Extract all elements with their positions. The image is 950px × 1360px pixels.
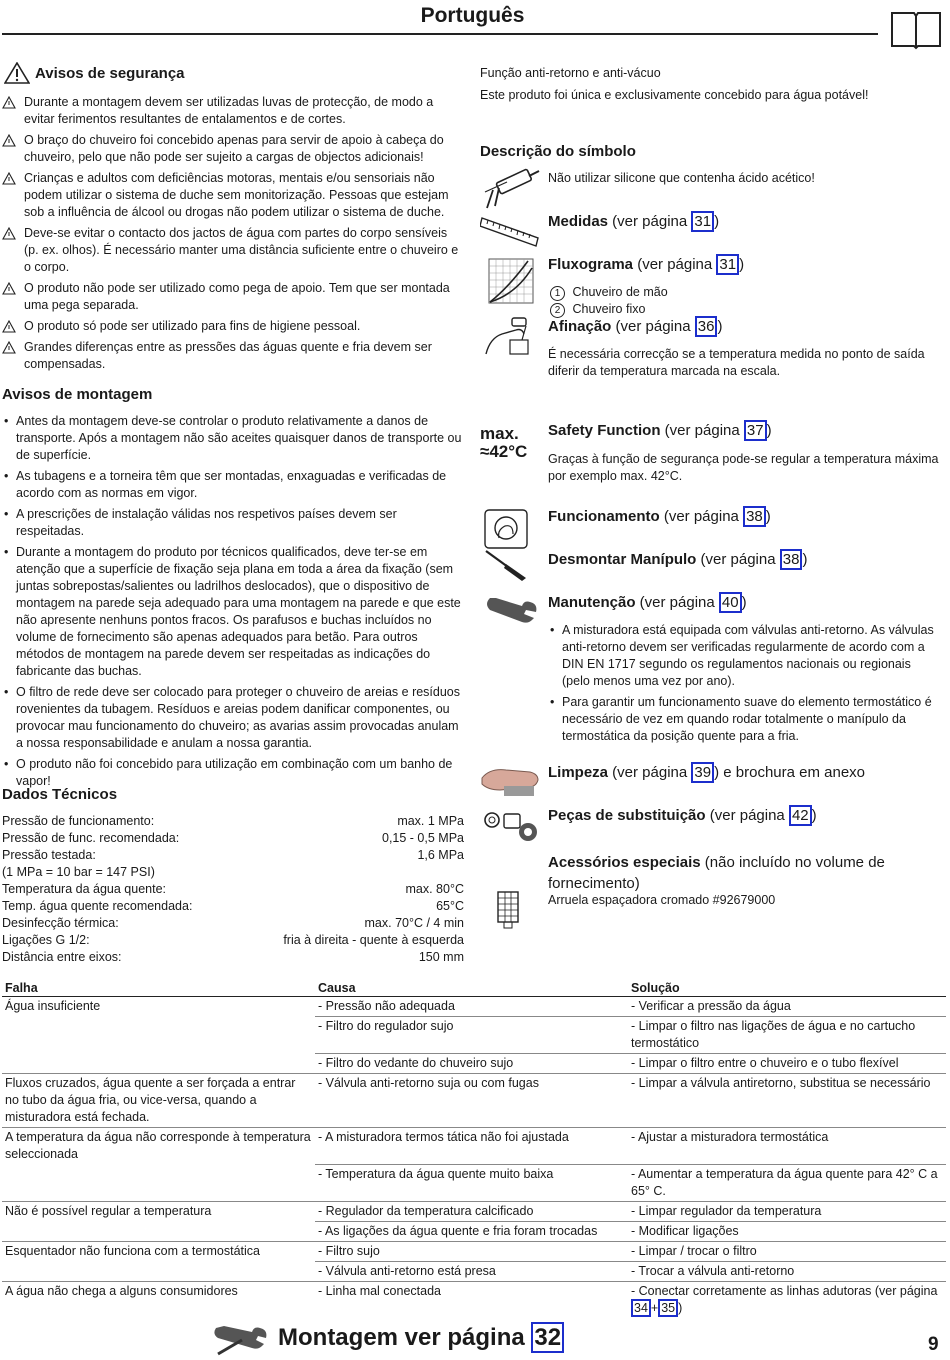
safety-item: O produto não pode ser utilizado como pega de apoio. Tem que ser montada uma pega separada.: [2, 280, 464, 314]
ruler-icon: [480, 214, 540, 254]
tech-row: Desinfecção térmica: max. 70°C / 4 min: [2, 916, 464, 930]
tech-row: Temp. água quente recomendada: 65°C: [2, 899, 464, 913]
screwdriver-icon: [482, 548, 530, 582]
tech-row: Pressão de func. recomendada: 0,15 - 0,5 MPa: [2, 831, 464, 845]
page-link[interactable]: 36: [695, 316, 718, 337]
safety-item: O produto só pode ser utilizado para fins de higiene pessoal.: [2, 318, 464, 335]
warning-icon: [2, 341, 16, 354]
circle-number: 2: [550, 303, 565, 318]
tech-row: (1 MPa = 10 bar = 147 PSI): [2, 865, 155, 879]
pecas-heading: Peças de substituição (ver página 42 ): [548, 807, 817, 824]
thermometer-hand-icon: [482, 316, 542, 358]
mounting-item: • As tubagens e a torneira têm que ser montadas, enxaguadas e verificadas de acordo com as normas em vigor.: [4, 469, 447, 500]
troubleshooting-table: [2, 980, 946, 1318]
header-rule: [2, 33, 878, 35]
knob-hand-icon: [483, 508, 529, 550]
acessorios-text: Arruela espaçadora cromado #92679000: [548, 893, 776, 907]
page-title: Português: [420, 4, 525, 27]
accessory-box-icon: [494, 888, 522, 930]
page-link[interactable]: 39: [691, 762, 714, 783]
tech-row: Distância entre eixos: 150 mm: [2, 950, 464, 964]
silicone-gun-icon: [483, 168, 543, 210]
tools-icon: [212, 1322, 270, 1356]
legend-item: 1 Chuveiro de mão: [550, 284, 668, 301]
warning-icon: [2, 227, 16, 240]
page-link[interactable]: 34: [631, 1299, 651, 1317]
book-icon: [890, 10, 942, 50]
mounting-item: • Antes da montagem deve-se controlar o produto relativamente a danos de transporte. Após a montagem não são aceites quaisquer danos de transporte ou de superfície.: [4, 414, 462, 462]
safety-list: [2, 94, 464, 373]
page-link[interactable]: 31: [716, 254, 739, 275]
page-link[interactable]: 42: [789, 805, 812, 826]
safety-function-text: Graças à função de segurança pode-se regular a temperatura máxima por exemplo max. 42°C.: [548, 452, 939, 483]
safety-item: Crianças e adultos com deficiências motoras, mentais e/ou sensoriais não podem utilizar o sistema de duche sem monitorização. Pessoas que estejam sob a influência de álcool ou drogas não podem utilizar o sistema de duche.: [2, 170, 464, 221]
tech-row: Pressão de funcionamento: max. 1 MPa: [2, 814, 464, 828]
safety-item: Durante a montagem devem ser utilizadas luvas de protecção, de modo a evitar ferimentos resultantes de entalamentos e de cortes.: [2, 94, 464, 128]
tech-table: [2, 813, 464, 966]
table-row: - Temperatura da água quente muito baixa - Aumentar a temperatura da água quente para 42° C a 65° C.: [2, 1164, 946, 1201]
page-number: 9: [928, 1334, 939, 1355]
funcionamento-heading: Funcionamento (ver página 38 ): [548, 508, 771, 525]
spare-parts-icon: [482, 806, 540, 848]
warning-icon: [4, 62, 30, 84]
safety-item: Grandes diferenças entre as pressões das águas quente e fria devem ser compensadas.: [2, 339, 464, 373]
mounting-item: • O filtro de rede deve ser colocado para proteger o chuveiro de areias e resíduos rovenientes da tubagem. Resíduos e areias podem danificar componentes, ou provocar mau funcionamento do chuveiro; as avarias assim provocadas anulam a nossa responsabilidade e anulam a nossa garantia.: [4, 685, 461, 750]
tech-row: Ligações G 1/2: fria à direita - quente à esquerda: [2, 933, 464, 947]
table-row: Esquentador não funciona com a termostática - Filtro sujo - Limpar / trocar o filtro: [2, 1241, 946, 1261]
max-value: ≈42°C: [480, 442, 528, 461]
page-link[interactable]: 37: [744, 420, 767, 441]
symbol-title: Descrição do símbolo: [480, 143, 636, 160]
wrench-icon: [482, 594, 538, 626]
table-row: - Filtro do regulador sujo - Limpar o filtro nas ligações de água e no cartucho termostático: [2, 1017, 946, 1054]
tech-title: Dados Técnicos: [2, 786, 118, 803]
desmontar-heading: Desmontar Manípulo (ver página 38 ): [548, 551, 808, 568]
column-header: Causa: [315, 980, 628, 997]
silicone-note: Não utilizar silicone que contenha ácido acético!: [548, 171, 815, 185]
afinacao-heading: Afinação (ver página 36 ): [548, 318, 723, 335]
legend-item: 2 Chuveiro fixo: [550, 301, 645, 318]
page-link[interactable]: 31: [691, 211, 714, 232]
table-row: A temperatura da água não corresponde à temperatura seleccionada - A misturadora termos tática não foi ajustada - Ajustar a misturadora termostática: [2, 1128, 946, 1165]
column-header: Falha: [2, 980, 315, 997]
afinacao-text: É necessária correcção se a temperatura medida no ponto de saída diferir da temperatura marcada na escala.: [548, 347, 925, 378]
mounting-item: • O produto não foi concebido para utilização em combinação com um banho de vapor!: [4, 757, 453, 788]
max-label: max.: [480, 424, 519, 443]
page-link[interactable]: 32: [531, 1322, 564, 1353]
fluxograma-heading: Fluxograma (ver página 31 ): [548, 256, 745, 273]
table-row: Não é possível regular a temperatura - Regulador da temperatura calcificado - Limpar regulador da temperatura: [2, 1201, 946, 1221]
table-row: - As ligações da água quente e fria foram trocadas - Modificar ligações: [2, 1221, 946, 1241]
intro-antiretorno: Função anti-retorno e anti-vácuo: [480, 66, 661, 80]
mounting-title: Avisos de montagem: [2, 386, 153, 403]
table-row: Água insuficiente - Pressão não adequada - Verificar a pressão da água: [2, 997, 946, 1017]
manutencao-item: • Para garantir um funcionamento suave do elemento termostático é necessário de vez em quando rodar totalmente o manípulo da termostática da posição quente para a fria.: [550, 695, 932, 743]
warning-icon: [2, 96, 16, 109]
table-row: - Filtro do vedante do chuveiro sujo - Limpar o filtro entre o chuveiro e o tubo flexível: [2, 1054, 946, 1074]
manutencao-heading: Manutenção (ver página 40 ): [548, 594, 747, 611]
acessorios-heading: Acessórios especiais (não incluído no volume de fornecimento): [548, 854, 885, 892]
tech-row: Temperatura da água quente: max. 80°C: [2, 882, 464, 896]
limpeza-heading: Limpeza (ver página 39 ) e brochura em anexo: [548, 764, 866, 781]
mounting-item: • A prescrições de instalação válidas nos respetivos países devem ser respeitadas.: [4, 507, 397, 538]
tech-row: Pressão testada: 1,6 MPa: [2, 848, 464, 862]
warning-icon: [2, 320, 16, 333]
table-row: Fluxos cruzados, água quente a ser forçada a entrar no tubo da água fria, ou vice-versa, quando a misturadora está fechada. - Válvula anti-retorno suja ou com fugas - Limpar a válvula antiretorno, substitua se necessário: [2, 1074, 946, 1128]
safety-item: O braço do chuveiro foi concebido apenas para servir de apoio à cabeça do chuveiro, pelo que não pode ser sujeito a cargas de objectos adicionais!: [2, 132, 464, 166]
mounting-item: • Durante a montagem do produto por técnicos qualificados, deve ter-se em atenção que a superfície de fixação seja plana em toda a área da fixação (sem juntas sobrepostas/salientes ou ladrilhos deslocados), que o dispositivo de montagem na parede seja adequado para uma montagem na parede e que este não apresente nenhuns pontos fracos. Os parafusos e buchas incluídos no volume de fornecimento são apenas adequados para betão. Para outros métodos de montagem na parede devem ser respeitadas as indicações do fabricante das buchas.: [4, 545, 461, 678]
page-link[interactable]: 35: [658, 1299, 678, 1317]
warning-icon: [2, 172, 16, 185]
safety-title: Avisos de segurança: [35, 65, 185, 82]
footer-assembly: Montagem ver página 32: [278, 1324, 564, 1352]
column-header: Solução: [628, 980, 946, 997]
page-link[interactable]: 38: [780, 549, 803, 570]
medidas-heading: Medidas (ver página 31 ): [548, 213, 720, 230]
table-row: - Válvula anti-retorno está presa - Trocar a válvula anti-retorno: [2, 1261, 946, 1281]
safety-item: Deve-se evitar o contacto dos jactos de água com partes do corpo sensíveis (p. ex. olhos). É necessário manter uma distância suficiente entre o chuveiro e o corpo.: [2, 225, 464, 276]
flow-chart-icon: [488, 258, 534, 304]
intro-agua-potavel: Este produto foi única e exclusivamente concebido para água potável!: [480, 88, 869, 102]
circle-number: 1: [550, 286, 565, 301]
cleaning-hand-icon: [480, 764, 542, 798]
warning-icon: [2, 282, 16, 295]
safety-function-heading: Safety Function (ver página 37 ): [548, 422, 772, 439]
page-link[interactable]: 38: [743, 506, 766, 527]
manutencao-item: • A misturadora está equipada com válvulas anti-retorno. As válvulas anti-retorno devem ser verificadas regularmente de acordo com a DIN EN 1717 segundo os regulamentos nacionais ou regionais (pelo menos uma vez por ano).: [550, 623, 934, 688]
warning-icon: [2, 134, 16, 147]
table-row: A água não chega a alguns consumidores - Linha mal conectada - Conectar corretamente as linhas adutoras (ver página 34 + 35 ): [2, 1281, 946, 1318]
page-link[interactable]: 40: [719, 592, 742, 613]
